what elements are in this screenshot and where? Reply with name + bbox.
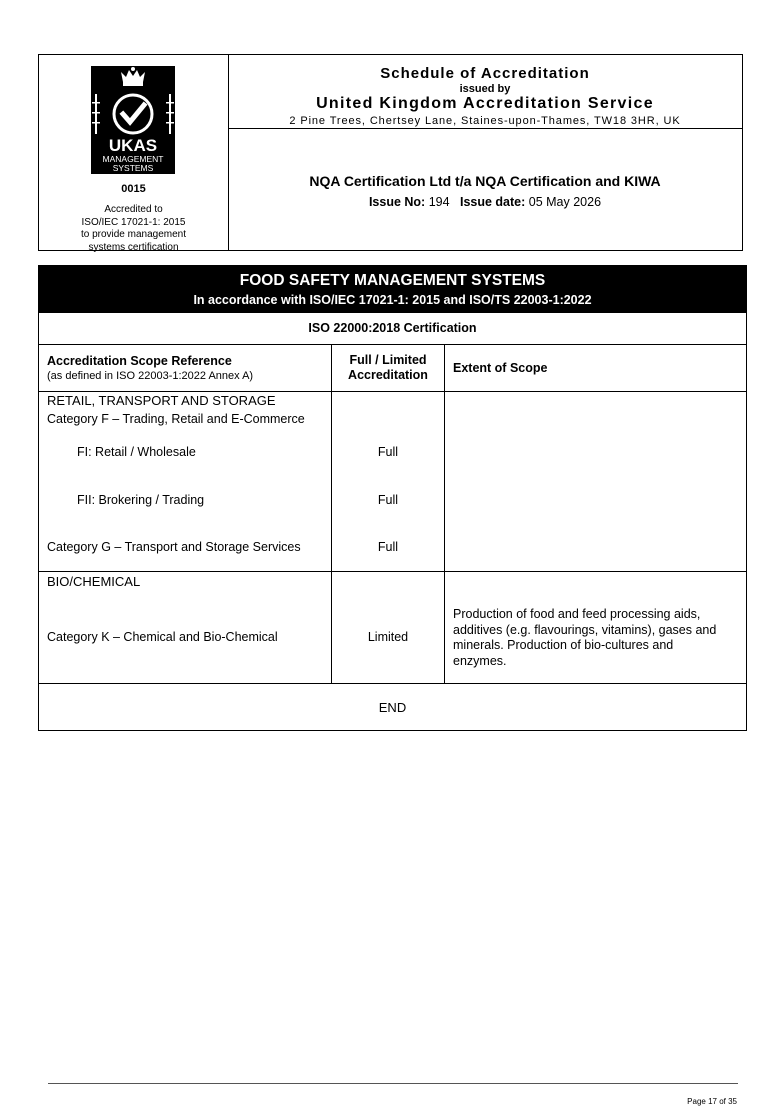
title-block — [228, 55, 742, 129]
category-fi: FI: Retail / Wholesale — [77, 445, 196, 459]
col-subheader-scope: (as defined in ISO 22003-1:2022 Annex A) — [47, 370, 254, 382]
service-name: United Kingdom Accreditation Service — [316, 95, 654, 112]
issue-info — [228, 195, 742, 209]
section-subtitle: In accordance with ISO/IEC 17021-1: 2015 and ISO/TS 22003-1:2022 — [193, 293, 592, 307]
logo-brand: UKAS — [108, 136, 158, 155]
logo-sub1: MANAGEMENT — [102, 154, 164, 164]
extent-line: enzymes. — [453, 653, 507, 668]
extent-line: additives (e.g. flavourings, vitamins), gases and — [453, 622, 717, 637]
issue-date: 05 May 2026 — [528, 195, 602, 209]
accreditation-number: 0015 — [121, 183, 146, 195]
footer-rule — [48, 1083, 738, 1084]
scope-table — [38, 265, 747, 731]
col-header-level-1: Full / Limited — [349, 353, 427, 367]
issued-by: issued by — [459, 83, 511, 95]
acc-line: to provide management — [80, 229, 187, 240]
divider — [39, 391, 746, 392]
section-title: FOOD SAFETY MANAGEMENT SYSTEMS — [239, 272, 546, 289]
issue-no-label: Issue No: — [368, 195, 426, 209]
col-header-extent: Extent of Scope — [453, 361, 548, 375]
divider — [39, 571, 746, 572]
category-g-level: Full — [377, 540, 399, 554]
fii-level: Full — [377, 493, 399, 507]
fi-level: Full — [377, 445, 399, 459]
section-banner — [39, 266, 746, 313]
category-k-level: Limited — [367, 630, 409, 644]
col-header-scope: Accreditation Scope Reference — [47, 354, 232, 368]
category-fii: FII: Brokering / Trading — [77, 493, 205, 507]
divider — [39, 683, 746, 684]
extent-line: minerals. Production of bio-cultures and — [453, 638, 674, 652]
issue-date-label: Issue date: — [459, 195, 526, 209]
col-header-level-2: Accreditation — [348, 368, 428, 382]
schedule-header — [38, 54, 743, 251]
category-g: Category G – Transport and Storage Services — [47, 540, 301, 554]
logo-cell — [39, 55, 229, 253]
issue-no: 194 — [428, 195, 450, 209]
category-f: Category F – Trading, Retail and E-Commerce — [47, 412, 305, 426]
certification-row — [39, 313, 746, 345]
extent-line: Production of food and feed processing aids, — [453, 607, 701, 621]
acc-line: systems certification — [88, 241, 179, 253]
page-number: Page 17 of 35 — [687, 1097, 737, 1106]
organisation-block — [228, 129, 742, 250]
end-marker: END — [378, 700, 407, 715]
ukas-logo — [91, 66, 175, 174]
service-address: 2 Pine Trees, Chertsey Lane, Staines-upon-Thames, TW18 3HR, UK — [289, 115, 681, 127]
category-k-extent — [453, 607, 716, 669]
organisation-name: NQA Certification Ltd t/a NQA Certification and KIWA — [309, 173, 661, 189]
divider — [444, 344, 445, 684]
group-title: BIO/CHEMICAL — [47, 574, 141, 589]
certification-label: ISO 22000:2018 Certification — [308, 321, 477, 335]
logo-sub2: SYSTEMS — [112, 163, 154, 173]
acc-line: ISO/IEC 17021-1: 2015 — [81, 216, 186, 228]
acc-line: Accredited to — [104, 204, 163, 215]
group-title: RETAIL, TRANSPORT AND STORAGE — [47, 393, 276, 408]
accredited-to-text — [39, 204, 228, 254]
schedule-title: Schedule of Accreditation — [380, 65, 590, 82]
category-k: Category K – Chemical and Bio-Chemical — [47, 630, 278, 644]
